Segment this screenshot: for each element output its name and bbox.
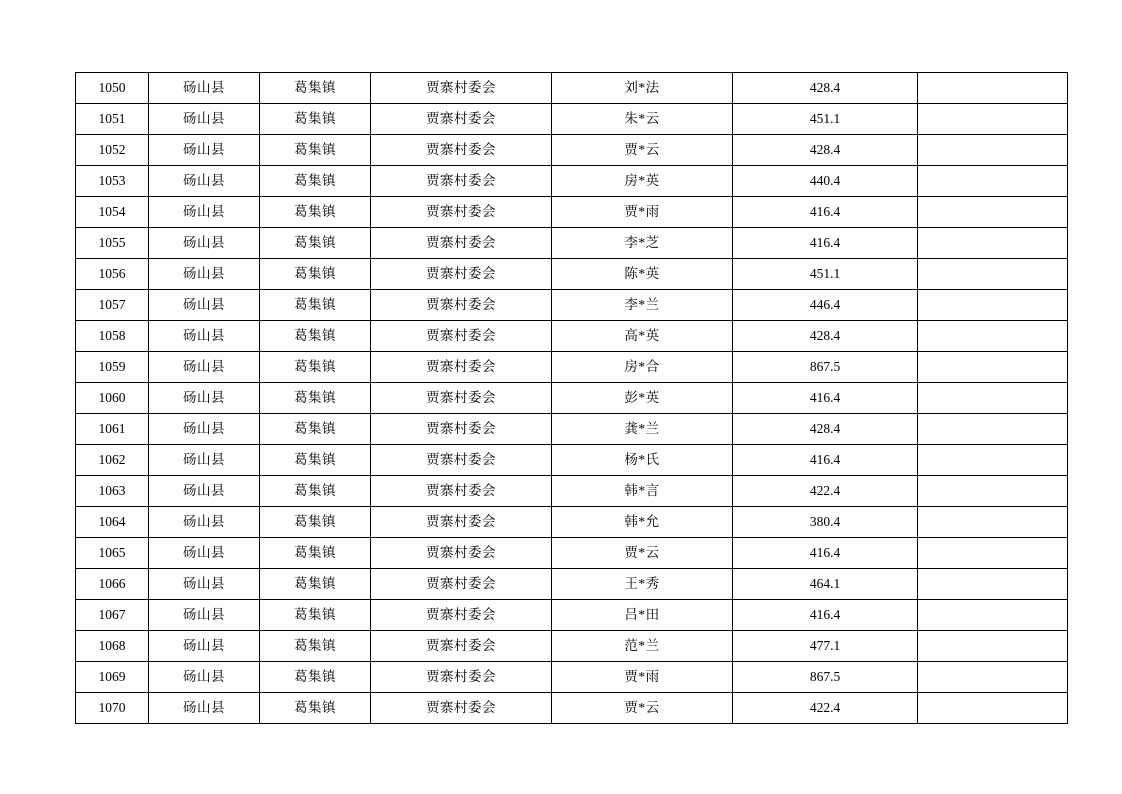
cell-name: 贾*雨 xyxy=(552,197,733,228)
cell-town: 葛集镇 xyxy=(260,631,371,662)
cell-village: 贾寨村委会 xyxy=(371,662,552,693)
cell-note xyxy=(918,507,1068,538)
cell-note xyxy=(918,662,1068,693)
cell-amount: 451.1 xyxy=(733,104,918,135)
cell-name: 高*英 xyxy=(552,321,733,352)
cell-seq: 1061 xyxy=(76,414,149,445)
cell-amount: 416.4 xyxy=(733,383,918,414)
cell-seq: 1055 xyxy=(76,228,149,259)
cell-town: 葛集镇 xyxy=(260,414,371,445)
cell-note xyxy=(918,259,1068,290)
cell-name: 贾*云 xyxy=(552,538,733,569)
cell-note xyxy=(918,631,1068,662)
cell-town: 葛集镇 xyxy=(260,290,371,321)
cell-name: 范*兰 xyxy=(552,631,733,662)
table-row xyxy=(76,321,1068,352)
cell-name: 房*英 xyxy=(552,166,733,197)
cell-amount: 428.4 xyxy=(733,135,918,166)
cell-note xyxy=(918,383,1068,414)
cell-county: 砀山县 xyxy=(149,538,260,569)
table-row xyxy=(76,569,1068,600)
cell-amount: 416.4 xyxy=(733,197,918,228)
cell-village: 贾寨村委会 xyxy=(371,414,552,445)
cell-county: 砀山县 xyxy=(149,445,260,476)
cell-amount: 428.4 xyxy=(733,73,918,104)
cell-note xyxy=(918,73,1068,104)
cell-seq: 1053 xyxy=(76,166,149,197)
cell-county: 砀山县 xyxy=(149,104,260,135)
cell-county: 砀山县 xyxy=(149,135,260,166)
cell-village: 贾寨村委会 xyxy=(371,73,552,104)
cell-name: 陈*英 xyxy=(552,259,733,290)
cell-amount: 416.4 xyxy=(733,228,918,259)
table-row xyxy=(76,445,1068,476)
cell-amount: 422.4 xyxy=(733,476,918,507)
cell-village: 贾寨村委会 xyxy=(371,476,552,507)
cell-village: 贾寨村委会 xyxy=(371,166,552,197)
cell-note xyxy=(918,197,1068,228)
cell-seq: 1050 xyxy=(76,73,149,104)
cell-note xyxy=(918,228,1068,259)
table-row xyxy=(76,507,1068,538)
table-row xyxy=(76,104,1068,135)
cell-note xyxy=(918,476,1068,507)
cell-town: 葛集镇 xyxy=(260,352,371,383)
cell-note xyxy=(918,166,1068,197)
table-row xyxy=(76,352,1068,383)
cell-amount: 867.5 xyxy=(733,662,918,693)
cell-county: 砀山县 xyxy=(149,662,260,693)
cell-name: 贾*云 xyxy=(552,693,733,724)
cell-seq: 1066 xyxy=(76,569,149,600)
cell-village: 贾寨村委会 xyxy=(371,197,552,228)
cell-amount: 867.5 xyxy=(733,352,918,383)
cell-town: 葛集镇 xyxy=(260,321,371,352)
cell-village: 贾寨村委会 xyxy=(371,569,552,600)
cell-village: 贾寨村委会 xyxy=(371,445,552,476)
cell-amount: 464.1 xyxy=(733,569,918,600)
table-row xyxy=(76,197,1068,228)
cell-seq: 1051 xyxy=(76,104,149,135)
cell-seq: 1060 xyxy=(76,383,149,414)
cell-village: 贾寨村委会 xyxy=(371,538,552,569)
cell-seq: 1054 xyxy=(76,197,149,228)
cell-county: 砀山县 xyxy=(149,321,260,352)
cell-village: 贾寨村委会 xyxy=(371,693,552,724)
cell-note xyxy=(918,569,1068,600)
table-body xyxy=(76,73,1068,724)
cell-seq: 1059 xyxy=(76,352,149,383)
table-row xyxy=(76,538,1068,569)
cell-note xyxy=(918,693,1068,724)
cell-name: 刘*法 xyxy=(552,73,733,104)
cell-amount: 451.1 xyxy=(733,259,918,290)
cell-name: 房*合 xyxy=(552,352,733,383)
cell-amount: 428.4 xyxy=(733,321,918,352)
table-row xyxy=(76,228,1068,259)
cell-village: 贾寨村委会 xyxy=(371,290,552,321)
table-row xyxy=(76,135,1068,166)
table-row xyxy=(76,414,1068,445)
cell-village: 贾寨村委会 xyxy=(371,383,552,414)
cell-village: 贾寨村委会 xyxy=(371,352,552,383)
cell-town: 葛集镇 xyxy=(260,507,371,538)
cell-county: 砀山县 xyxy=(149,290,260,321)
cell-seq: 1065 xyxy=(76,538,149,569)
table-row xyxy=(76,259,1068,290)
cell-county: 砀山县 xyxy=(149,166,260,197)
cell-county: 砀山县 xyxy=(149,228,260,259)
cell-county: 砀山县 xyxy=(149,476,260,507)
cell-name: 杨*氏 xyxy=(552,445,733,476)
cell-name: 韩*言 xyxy=(552,476,733,507)
cell-amount: 416.4 xyxy=(733,538,918,569)
cell-seq: 1063 xyxy=(76,476,149,507)
cell-town: 葛集镇 xyxy=(260,600,371,631)
cell-town: 葛集镇 xyxy=(260,538,371,569)
table-row xyxy=(76,600,1068,631)
cell-seq: 1070 xyxy=(76,693,149,724)
cell-note xyxy=(918,538,1068,569)
cell-name: 龚*兰 xyxy=(552,414,733,445)
beneficiary-table xyxy=(75,72,1068,724)
cell-name: 贾*雨 xyxy=(552,662,733,693)
cell-name: 朱*云 xyxy=(552,104,733,135)
cell-village: 贾寨村委会 xyxy=(371,507,552,538)
cell-town: 葛集镇 xyxy=(260,259,371,290)
table-row xyxy=(76,662,1068,693)
cell-seq: 1069 xyxy=(76,662,149,693)
cell-county: 砀山县 xyxy=(149,352,260,383)
cell-seq: 1064 xyxy=(76,507,149,538)
cell-county: 砀山县 xyxy=(149,507,260,538)
cell-name: 贾*云 xyxy=(552,135,733,166)
cell-note xyxy=(918,352,1068,383)
cell-seq: 1067 xyxy=(76,600,149,631)
cell-county: 砀山县 xyxy=(149,600,260,631)
cell-note xyxy=(918,104,1068,135)
cell-county: 砀山县 xyxy=(149,73,260,104)
table-row xyxy=(76,383,1068,414)
cell-town: 葛集镇 xyxy=(260,662,371,693)
cell-seq: 1057 xyxy=(76,290,149,321)
cell-seq: 1068 xyxy=(76,631,149,662)
cell-name: 李*芝 xyxy=(552,228,733,259)
cell-seq: 1056 xyxy=(76,259,149,290)
cell-town: 葛集镇 xyxy=(260,569,371,600)
cell-town: 葛集镇 xyxy=(260,383,371,414)
cell-amount: 440.4 xyxy=(733,166,918,197)
cell-name: 吕*田 xyxy=(552,600,733,631)
cell-village: 贾寨村委会 xyxy=(371,104,552,135)
cell-village: 贾寨村委会 xyxy=(371,631,552,662)
table-row xyxy=(76,290,1068,321)
cell-amount: 416.4 xyxy=(733,445,918,476)
cell-amount: 422.4 xyxy=(733,693,918,724)
cell-note xyxy=(918,321,1068,352)
table-row xyxy=(76,166,1068,197)
cell-amount: 416.4 xyxy=(733,600,918,631)
cell-amount: 428.4 xyxy=(733,414,918,445)
table-row xyxy=(76,693,1068,724)
cell-village: 贾寨村委会 xyxy=(371,228,552,259)
cell-village: 贾寨村委会 xyxy=(371,259,552,290)
cell-note xyxy=(918,414,1068,445)
table-row xyxy=(76,631,1068,662)
cell-county: 砀山县 xyxy=(149,693,260,724)
cell-note xyxy=(918,135,1068,166)
cell-county: 砀山县 xyxy=(149,259,260,290)
cell-amount: 380.4 xyxy=(733,507,918,538)
cell-town: 葛集镇 xyxy=(260,693,371,724)
cell-village: 贾寨村委会 xyxy=(371,600,552,631)
cell-town: 葛集镇 xyxy=(260,197,371,228)
cell-town: 葛集镇 xyxy=(260,104,371,135)
cell-county: 砀山县 xyxy=(149,569,260,600)
cell-seq: 1062 xyxy=(76,445,149,476)
table-row xyxy=(76,476,1068,507)
cell-name: 王*秀 xyxy=(552,569,733,600)
cell-county: 砀山县 xyxy=(149,631,260,662)
cell-seq: 1052 xyxy=(76,135,149,166)
table-container xyxy=(75,72,1032,724)
cell-town: 葛集镇 xyxy=(260,445,371,476)
cell-county: 砀山县 xyxy=(149,383,260,414)
cell-note xyxy=(918,445,1068,476)
cell-name: 李*兰 xyxy=(552,290,733,321)
cell-note xyxy=(918,600,1068,631)
cell-town: 葛集镇 xyxy=(260,73,371,104)
cell-town: 葛集镇 xyxy=(260,476,371,507)
table-row xyxy=(76,73,1068,104)
cell-village: 贾寨村委会 xyxy=(371,321,552,352)
cell-seq: 1058 xyxy=(76,321,149,352)
cell-town: 葛集镇 xyxy=(260,166,371,197)
cell-county: 砀山县 xyxy=(149,197,260,228)
cell-county: 砀山县 xyxy=(149,414,260,445)
cell-note xyxy=(918,290,1068,321)
cell-amount: 477.1 xyxy=(733,631,918,662)
cell-name: 彭*英 xyxy=(552,383,733,414)
cell-amount: 446.4 xyxy=(733,290,918,321)
cell-town: 葛集镇 xyxy=(260,228,371,259)
cell-name: 韩*允 xyxy=(552,507,733,538)
cell-village: 贾寨村委会 xyxy=(371,135,552,166)
cell-town: 葛集镇 xyxy=(260,135,371,166)
